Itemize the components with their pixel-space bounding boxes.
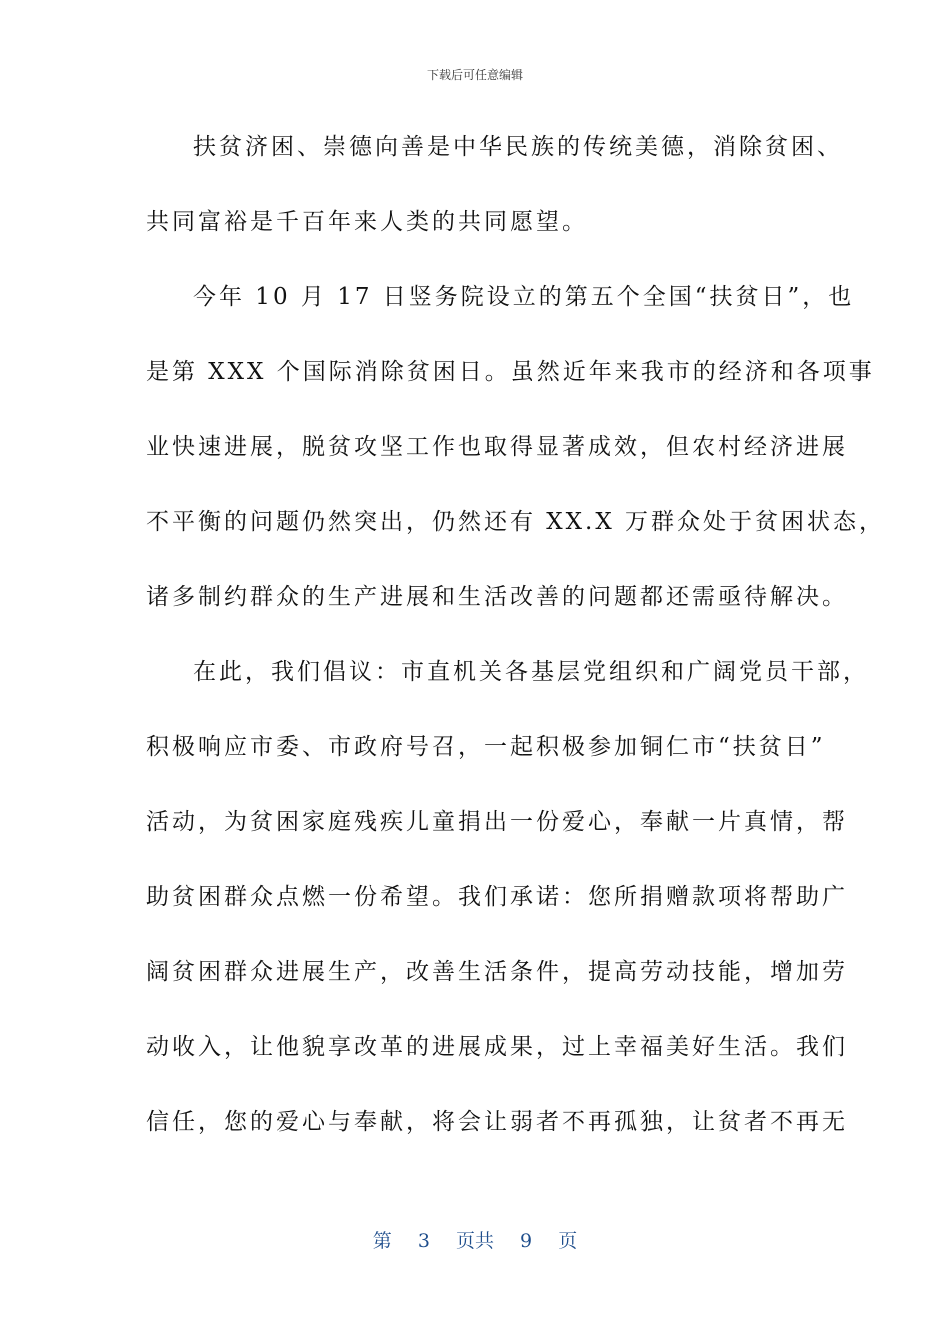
paragraph-line: 阔贫困群众进展生产，改善生活条件，提高劳动技能，增加劳 [146, 959, 848, 985]
paragraph-line: 在此，我们倡议：市直机关各基层党组织和广阔党员干部， [193, 659, 869, 685]
paragraph-line: 信任，您的爱心与奉献，将会让弱者不再孤独，让贫者不再无 [146, 1109, 848, 1135]
paragraph-line: 是第 XXX 个国际消除贫困日。虽然近年来我市的经济和各项事 [146, 359, 875, 385]
paragraph-line: 助贫困群众点燃一份希望。我们承诺：您所捐赠款项将帮助广 [146, 884, 848, 910]
paragraph-line: 共同富裕是千百年来人类的共同愿望。 [146, 209, 588, 235]
paragraph-line: 不平衡的问题仍然突出，仍然还有 XX.X 万群众处于贫困状态， [146, 509, 886, 535]
document-body [146, 124, 886, 1174]
paragraph-line: 今年 10 月 17 日竖务院设立的第五个全国“扶贫日”，也 [193, 284, 855, 310]
current-page-number: 3 [417, 1230, 430, 1252]
page-label-suffix: 页 [558, 1230, 578, 1252]
page-label-prefix: 第 [372, 1230, 392, 1252]
paragraph-line: 业快速进展，脱贫攻坚工作也取得显著成效，但农村经济进展 [146, 434, 848, 460]
paragraph-line: 积极响应市委、市政府号召，一起积极参加铜仁市“扶贫日” [146, 734, 826, 760]
total-pages-number: 9 [520, 1230, 533, 1252]
paragraph-line: 扶贫济困、崇德向善是中华民族的传统美德，消除贫困、 [193, 134, 843, 160]
paragraph-line: 动收入，让他貌享改革的进展成果，过上幸福美好生活。我们 [146, 1034, 848, 1060]
paragraph-line: 活动，为贫困家庭残疾儿童捐出一份爱心，奉献一片真情，帮 [146, 809, 848, 835]
paragraph-line: 诸多制约群众的生产进展和生活改善的问题都还需亟待解决。 [146, 584, 848, 610]
page-footer [0, 1226, 950, 1253]
header-note: 下载后可任意编辑 [426, 68, 523, 82]
page-label-mid: 页共 [455, 1230, 494, 1252]
